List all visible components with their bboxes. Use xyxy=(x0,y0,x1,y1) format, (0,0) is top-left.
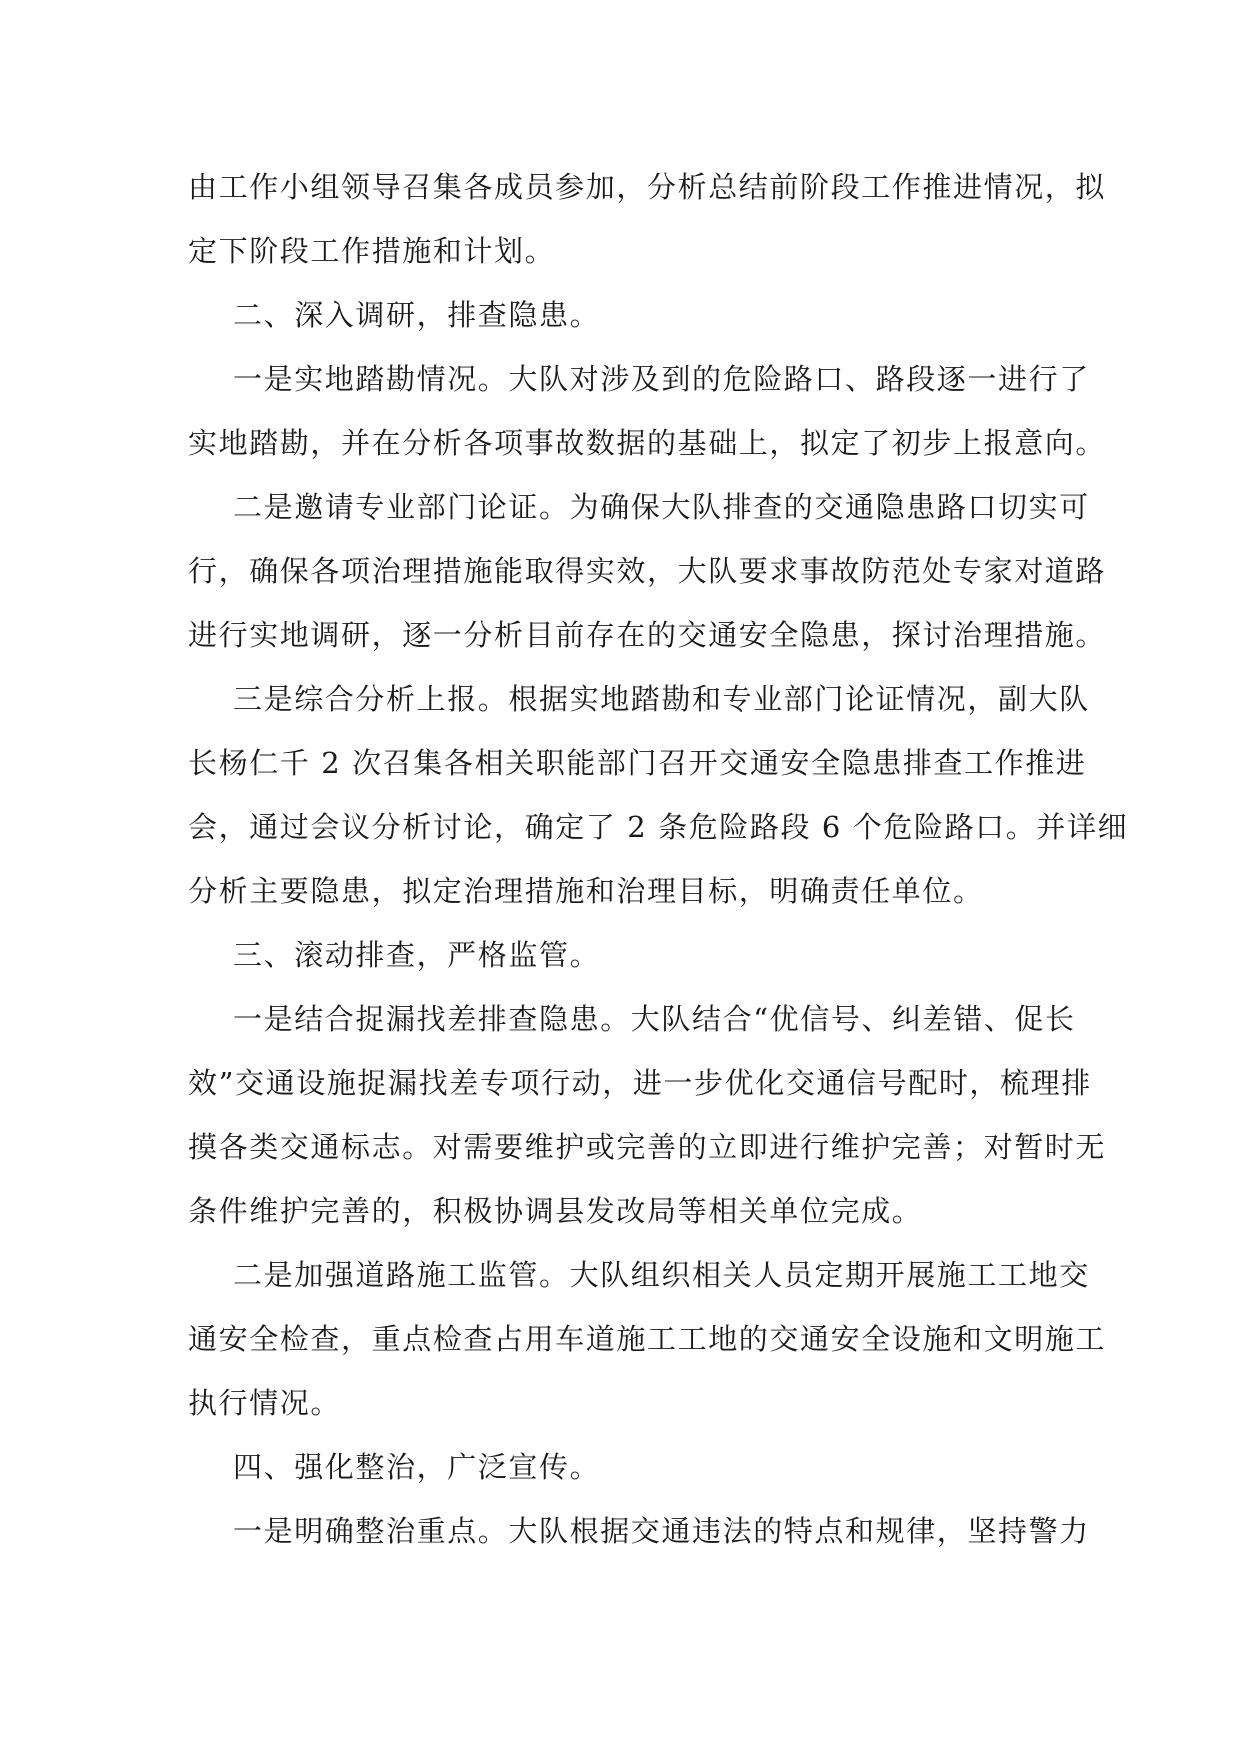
text-line: 定下阶段工作措施和计划。 xyxy=(188,234,556,268)
text-line: 一是明确整治重点。大队根据交通违法的特点和规律，坚持警力 xyxy=(233,1514,1090,1548)
text-line: 二是邀请专业部门论证。为确保大队排查的交通隐患路口切实可 xyxy=(233,490,1090,524)
text-line: 通安全检查，重点检查占用车道施工工地的交通安全设施和文明施工 xyxy=(188,1322,1107,1356)
text-line: 进行实地调研，逐一分析目前存在的交通安全隐患，探讨治理措施。 xyxy=(188,618,1107,652)
text-line: 三是综合分析上报。根据实地踏勘和专业部门论证情况，副大队 xyxy=(233,682,1090,716)
text-line: 摸各类交通标志。对需要维护或完善的立即进行维护完善；对暂时无 xyxy=(188,1130,1107,1164)
text-line: 会，通过会议分析讨论，确定了 2 条危险路段 6 个危险路口。并详细 xyxy=(188,810,1129,844)
text-line: 执行情况。 xyxy=(188,1386,342,1420)
text-line: 一是结合捉漏找差排查隐患。大队结合“优信号、纠差错、促长 xyxy=(233,1002,1076,1036)
text-line: 由工作小组领导召集各成员参加，分析总结前阶段工作推进情况，拟 xyxy=(188,170,1107,204)
text-line: 效”交通设施捉漏找差专项行动，进一步优化交通信号配时，梳理排 xyxy=(188,1066,1092,1100)
section-heading: 四、强化整治，广泛宣传。 xyxy=(233,1450,601,1484)
section-heading: 三、滚动排查，严格监管。 xyxy=(233,938,601,972)
text-line: 长杨仁千 2 次召集各相关职能部门召开交通安全隐患排查工作推进 xyxy=(188,746,1087,780)
text-line: 行，确保各项治理措施能取得实效，大队要求事故防范处专家对道路 xyxy=(188,554,1107,588)
text-line: 二是加强道路施工监管。大队组织相关人员定期开展施工工地交 xyxy=(233,1258,1090,1292)
document-body xyxy=(188,155,1129,1563)
text-line: 一是实地踏勘情况。大队对涉及到的危险路口、路段逐一进行了 xyxy=(233,362,1090,396)
section-heading: 二、深入调研，排查隐患。 xyxy=(233,298,601,332)
text-line: 分析主要隐患，拟定治理措施和治理目标，明确责任单位。 xyxy=(188,874,984,908)
text-line: 条件维护完善的，积极协调县发改局等相关单位完成。 xyxy=(188,1194,923,1228)
text-line: 实地踏勘，并在分析各项事故数据的基础上，拟定了初步上报意向。 xyxy=(188,426,1107,460)
